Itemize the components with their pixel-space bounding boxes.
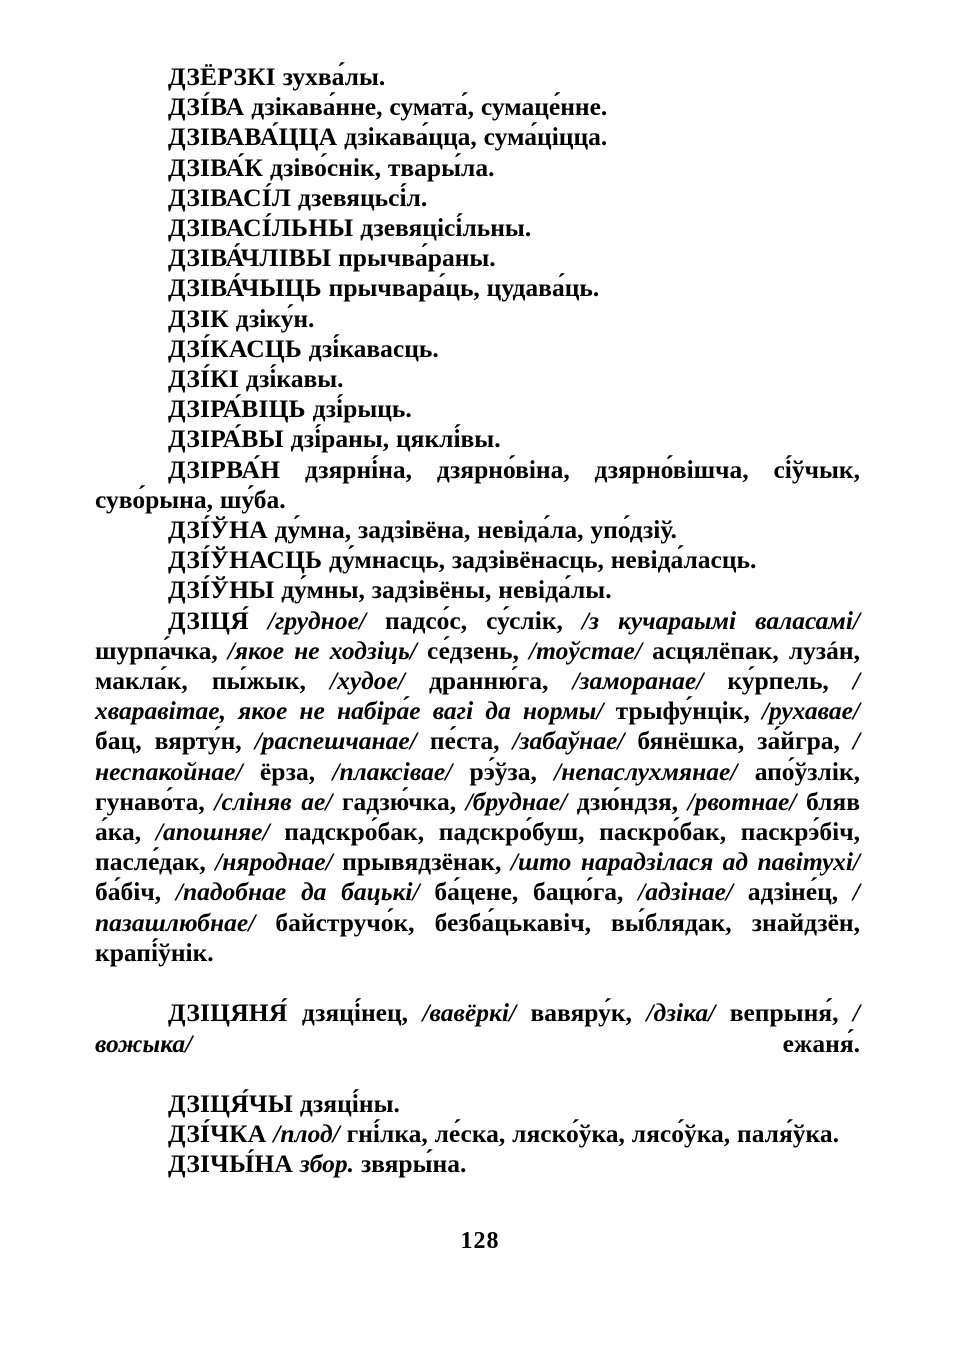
entry-gloss: шурпа́чка, (95, 635, 228, 665)
page-number: 128 (460, 1228, 500, 1254)
entry-gloss: падсо́с, су́слік, (365, 605, 582, 635)
dictionary-entry (95, 122, 860, 152)
entry-gloss: трыфу́нцік, (603, 696, 762, 726)
dictionary-entry (95, 62, 860, 92)
dictionary-entry (95, 364, 860, 394)
dictionary-entry (95, 1149, 860, 1179)
entry-headword: ДЗІ́ЎНАСЦЬ (168, 545, 323, 575)
entry-qualifier: /падобнае да бацькі/ (175, 877, 420, 907)
entry-headword: ДЗІВА́ЧЫЦЬ (168, 273, 322, 303)
entry-gloss: дзяці́нец, (287, 998, 423, 1028)
entry-qualifier: /тоўстае/ (529, 635, 642, 665)
entry-headword: ДЗІРВА́Н (168, 454, 281, 484)
entry-gloss: дзярні́на, дзярно́віна, дзярно́вішча, сі́ўчык, суво́рына, шу́ба. (95, 454, 860, 514)
entry-qualifier: /худое/ (330, 666, 405, 696)
entry-gloss: асцялёпак, лузáн, макла́к, пы́жык, (95, 635, 860, 696)
entry-gloss: бянёшка, за́йгра, (624, 726, 853, 756)
entry-gloss: прычвара́ць, цудава́ць. (321, 273, 600, 303)
dictionary-entry (95, 334, 860, 364)
entry-qualifier: /рвотнае/ (687, 786, 797, 816)
entry-qualifier: /вавёркі/ (422, 998, 517, 1028)
dictionary-entry (95, 515, 860, 545)
entry-gloss: дзі́рыць. (305, 394, 412, 424)
entry-gloss: апо́ўзлік, гунаво́та, (95, 756, 861, 816)
text-column (95, 62, 860, 1180)
entry-gloss: гадзю́чка, (332, 786, 466, 816)
entry-gloss: прывядзёнак, (332, 847, 511, 877)
entry-gloss: дзевяцісі́льны. (353, 213, 532, 243)
entry-gloss: дзі́раны, цяклі́вы. (283, 424, 501, 454)
entry-headword: ДЗІВА́ЧЛІВЫ (168, 243, 332, 273)
entry-qualifier: /сліняв ае/ (214, 786, 333, 816)
entry-gloss: дзікава́цца, сума́ціцца. (337, 122, 608, 152)
dictionary-entry (95, 304, 860, 334)
entry-qualifier: /вожыка/ (95, 998, 860, 1058)
entry-gloss: пе́ста, (416, 726, 513, 756)
entry-gloss: дзіво́снік, твары́ла. (263, 152, 495, 182)
entry-qualifier: /дзіка/ (646, 998, 716, 1028)
entry-headword: ДЗІВАВА́ЦЦА (168, 122, 338, 152)
dictionary-entry (95, 92, 860, 122)
entry-gloss: се́дзень, (416, 635, 529, 665)
entry-headword: ДЗІ́ВА (168, 92, 245, 122)
entry-headword: ДЗІРА́ВІЦЬ (168, 394, 306, 424)
dictionary-entry (95, 183, 860, 213)
entry-gloss: ежаня́. (192, 1028, 860, 1058)
entry-headword: ДЗЁРЗКІ (168, 62, 276, 91)
entry-gloss: ба́цене, бацю́га, (419, 877, 639, 907)
dictionary-entry (95, 455, 860, 515)
entry-qualifier: /неспакойнае/ (95, 726, 860, 786)
entry-gloss: падскро́бак, падскро́буш, паскро́бак, паскрэ́біч, пасле́дак, (95, 817, 861, 877)
entry-gloss: дзі́кавы. (238, 364, 344, 394)
entry-gloss: бляв а́ка, (95, 786, 860, 847)
entry-headword: ДЗІ́ЧКА (168, 1119, 267, 1149)
entry-gloss: рэ́ўза, (452, 756, 555, 786)
entry-qualifier: /забаўнае/ (512, 726, 625, 756)
dictionary-entry (95, 153, 860, 183)
dictionary-entry (95, 1089, 860, 1119)
entry-qualifier: /з кучараымі валасамі/ (581, 605, 861, 635)
entry-headword: ДЗІ́КІ (168, 364, 239, 394)
entry-gloss: дзевяцьсі́л. (291, 182, 428, 212)
entry-qualifier: /плод/ (273, 1119, 340, 1149)
entry-gloss: ду́мнасць, задзівёнасць, невіда́ласць. (322, 545, 757, 575)
entry-headword: ДЗІВА́К (168, 152, 264, 182)
entry-headword: ДЗІВАСІ́ЛЬНЫ (168, 213, 354, 243)
entry-headword: ДЗІЦЯ́ЧЫ (168, 1088, 293, 1118)
dictionary-entry (95, 424, 860, 454)
dictionary-entry (95, 998, 860, 1089)
entry-qualifier: /няроднае/ (215, 847, 333, 877)
entry-qualifier: /адзінае/ (638, 877, 733, 907)
dictionary-entry (95, 394, 860, 424)
entry-gloss: ку́рпель, (703, 666, 853, 696)
entry-qualifier: /якое не ходзіць/ (227, 635, 417, 665)
entry-qualifier: /хваравітае, якое не набіра́е вагі да нормы/ (95, 666, 860, 726)
entry-gloss (249, 606, 268, 635)
entry-headword: ДЗІ́ЎНЫ (168, 575, 275, 605)
entry-gloss: адзіне́ц, (733, 877, 853, 907)
dictionary-entry (95, 243, 860, 273)
dictionary-entry (95, 575, 860, 605)
entry-headword: ДЗІВАСІ́Л (168, 182, 292, 212)
dictionary-entry (95, 1119, 860, 1149)
entry-gloss: дзі́кавасць. (301, 333, 439, 363)
entry-gloss: дзяці́ны. (292, 1088, 400, 1118)
entry-gloss: зухва́лы. (275, 62, 386, 91)
entry-gloss: дзіку́н. (228, 303, 315, 333)
entry-qualifier: /пазашлюбнае/ (95, 877, 860, 937)
entry-gloss: прычва́раны. (331, 243, 496, 273)
entry-gloss: звяры́на. (354, 1149, 467, 1179)
entry-headword: ДЗІ́КАСЦЬ (168, 333, 302, 363)
entry-gloss: гні́лка, ле́ска, ляско́ўка, лясо́ўка, паля́ўка. (339, 1119, 839, 1149)
entry-gloss: дзю́ндзя, (567, 786, 688, 816)
entry-qualifier: /заморанае/ (572, 666, 704, 696)
dictionary-entry (95, 545, 860, 575)
entry-gloss: ёрза, (242, 756, 333, 786)
entry-qualifier: /плаксівае/ (332, 756, 453, 786)
entry-qualifier: /апошняе/ (155, 817, 270, 847)
entry-gloss: байстручо́к, безба́цькавіч, вы́блядак, знайдзён, крапі́ўнік. (95, 907, 860, 967)
dictionary-entry (95, 606, 860, 999)
entry-gloss: вепрыня́, (715, 998, 853, 1028)
entry-headword: ДЗІЦЯ́ (168, 605, 249, 635)
dictionary-entry (95, 213, 860, 243)
entry-headword: ДЗІК (168, 303, 229, 333)
entry-headword: ДЗІЦЯНЯ́ (168, 998, 288, 1028)
entry-gloss: дзікава́нне, сумата́, сумаце́нне. (244, 92, 608, 122)
entry-headword: ДЗІ́ЎНА (168, 515, 268, 545)
entry-qualifier: /бруднае/ (465, 786, 568, 816)
entry-gloss: ду́мны, задзівёны, невіда́лы. (274, 575, 612, 605)
entry-qualifier: збор. (292, 1149, 355, 1179)
entry-gloss: ду́мна, задзівёна, невіда́ла, упо́дзіў. (267, 515, 677, 545)
entry-qualifier: /грудное/ (267, 605, 366, 635)
entry-qualifier: /рухавае/ (761, 696, 860, 726)
entry-headword: ДЗІРА́ВЫ (168, 424, 284, 454)
entry-gloss: вавяру́к, (516, 998, 647, 1028)
entry-gloss: ба́біч, (95, 877, 176, 907)
entry-qualifier: /распешчанае/ (254, 726, 417, 756)
entry-gloss: дранню́га, (404, 666, 573, 696)
entry-gloss: бац, вярту́н, (95, 726, 255, 756)
dictionary-entry (95, 273, 860, 303)
entry-qualifier: /што нарадзілася ад павітухі/ (510, 847, 860, 877)
entry-qualifier: /непаслухмянае/ (554, 756, 738, 786)
entry-headword: ДЗІЧЫ́НА (168, 1149, 293, 1179)
